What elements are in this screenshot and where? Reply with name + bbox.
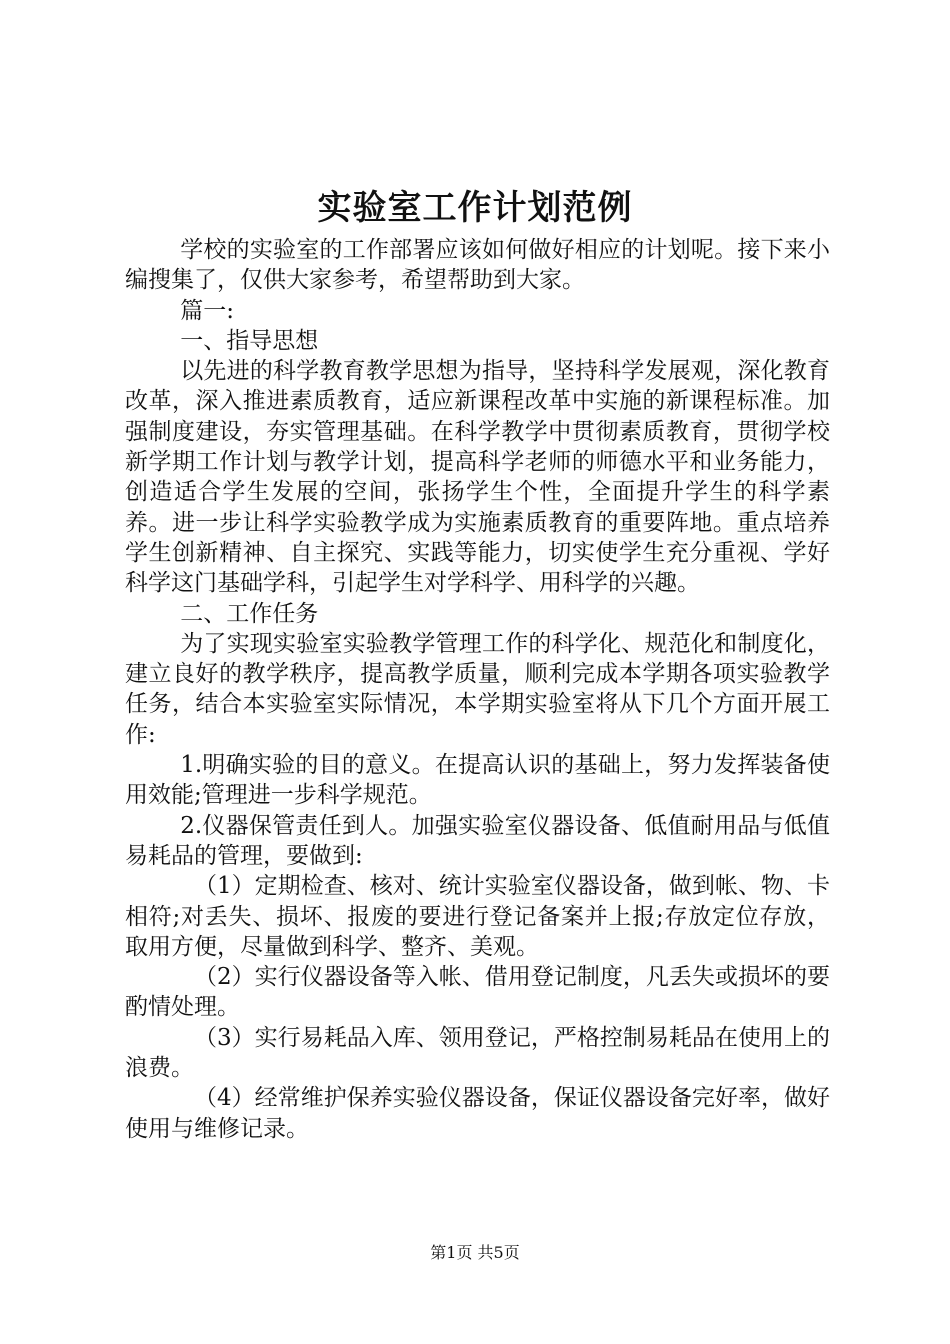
paragraph-guiding-ideology: 以先进的科学教育教学思想为指导，坚持科学发展观，深化教育改革，深入推进素质教育，适应新课程改革中实施的新课程标准。加强制度建设，夯实管理基础。在科学教学中贯彻素质教育，贯彻学校新学期工作计划与教学计划，提高科学老师的师德水平和业务能力，创造适合学生发展的空间，张扬学生个性，全面提升学生的科学素养。进一步让科学实验教学成为实施素质教育的重要阵地。重点培养学生创新精神、自主探究、实践等能力，切实使学生充分重视、学好科学这门基础学科，引起学生对学科学、用科学的兴趣。 — [125, 358, 830, 597]
heading-guiding-ideology: 一、指导思想 — [180, 327, 319, 354]
page-footer: 第1页 共5页 — [430, 1243, 520, 1262]
heading-work-tasks: 二、工作任务 — [180, 600, 319, 627]
paragraph-work-tasks: 为了实现实验室实验教学管理工作的科学化、规范化和制度化，建立良好的教学秩序，提高教学质量，顺利完成本学期各项实验教学任务，结合本实验室实际情况，本学期实验室将从下几个方面开展工作: — [125, 630, 830, 748]
sub-item-4: （4）经常维护保养实验仪器设备，保证仪器设备完好率，做好使用与维修记录。 — [125, 1085, 830, 1142]
document-title: 实验室工作计划范例 — [317, 188, 633, 228]
document-body — [125, 235, 830, 1144]
sub-item-3: （3）实行易耗品入库、领用登记，严格控制易耗品在使用上的浪费。 — [125, 1024, 830, 1082]
paragraph-part-one: 篇一: — [180, 297, 234, 324]
sub-item-2: （2）实行仪器设备等入帐、借用登记制度，凡丢失或损坏的要酌情处理。 — [125, 964, 830, 1021]
sub-item-1: （1）定期检查、核对、统计实验室仪器设备，做到帐、物、卡相符;对丢失、损坏、报废的要进行登记备案并上报;存放定位存放，取用方便，尽量做到科学、整齐、美观。 — [125, 873, 830, 960]
list-item-2: 2.仪器保管责任到人。加强实验室仪器设备、低值耐用品与低值易耗品的管理，要做到: — [125, 812, 830, 869]
list-item-1: 1.明确实验的目的意义。在提高认识的基础上，努力发挥装备使用效能;管理进一步科学规范。 — [125, 752, 830, 809]
paragraph-intro: 学校的实验室的工作部署应该如何做好相应的计划呢。接下来小编搜集了，仅供大家参考，希望帮助到大家。 — [125, 237, 830, 294]
